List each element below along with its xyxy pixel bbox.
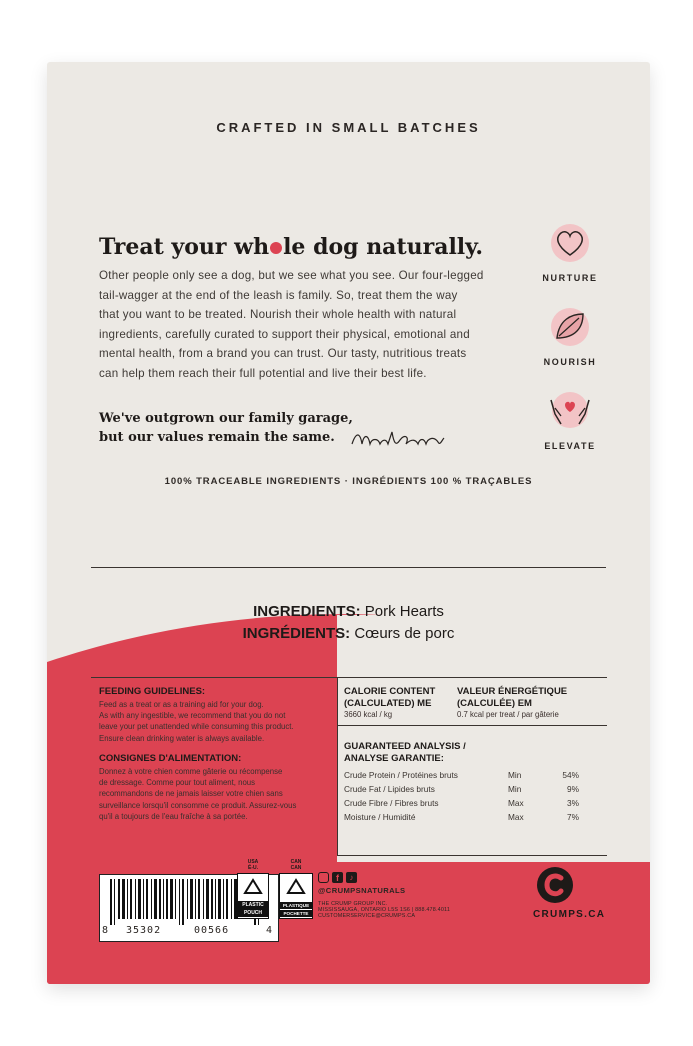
recycle-badge-can bbox=[279, 859, 313, 919]
calorie-fr-title-1: VALEUR ÉNERGÉTIQUE bbox=[457, 686, 568, 697]
feeding-fr-text bbox=[99, 766, 333, 823]
traceable-tagline: 100% TRACEABLE INGREDIENTS · INGRÉDIENTS 100 % TRAÇABLES bbox=[164, 476, 533, 487]
values-statement bbox=[99, 409, 353, 447]
headline bbox=[99, 234, 483, 260]
intro-line: that you want to be treated. Nourish their whole health with natural bbox=[99, 308, 457, 322]
values-line-2: but our values remain the same. bbox=[99, 430, 335, 445]
headline-part-1: Treat your wh bbox=[99, 234, 270, 260]
feeding-fr-line: recommandons de ne jamais laisser votre chien sans bbox=[99, 789, 283, 799]
feeding-line: As with any ingestible, we recommend that you do not bbox=[99, 710, 286, 720]
recycle-can-sub: CAN bbox=[290, 865, 302, 871]
analysis-row bbox=[344, 784, 604, 798]
social-icons bbox=[318, 872, 508, 883]
analysis-row-value: 3% bbox=[567, 798, 579, 808]
feeding-fr-line: Donnez à votre chien comme gâterie ou récompense bbox=[99, 766, 283, 776]
panel-bottom-rule bbox=[337, 855, 607, 856]
feeding-text bbox=[99, 699, 333, 745]
calorie-fr bbox=[457, 686, 607, 720]
panel-top-rule bbox=[91, 677, 607, 678]
analysis-title-1: GUARANTEED ANALYSIS / bbox=[344, 741, 466, 752]
heart-icon bbox=[549, 222, 591, 264]
feeding-line: Feed as a treat or as a training aid for your dog. bbox=[99, 699, 264, 709]
panel-mid-rule bbox=[337, 725, 607, 726]
recycle-badge-usa bbox=[237, 859, 269, 919]
recycle-icon bbox=[242, 878, 264, 896]
leaf-icon bbox=[549, 306, 591, 348]
feeding-fr-line: de dressage. Comme pour tout aliment, nous bbox=[99, 778, 256, 788]
social-block bbox=[318, 872, 508, 919]
analysis-row-label: Crude Fat / Lipides bruts bbox=[344, 784, 435, 794]
headline-part-2: le dog naturally. bbox=[283, 234, 484, 260]
intro-line: ingredients, carefully curated to support their physical, emotional and bbox=[99, 327, 470, 341]
company-email: CUSTOMERSERVICE@CRUMPS.CA bbox=[318, 913, 416, 919]
crumps-logo-icon bbox=[536, 866, 574, 904]
intro-paragraph bbox=[99, 266, 507, 384]
feeding-fr-title: CONSIGNES D'ALIMENTATION: bbox=[99, 753, 242, 765]
analysis-row-label: Crude Protein / Protéines bruts bbox=[344, 770, 458, 780]
analysis-row bbox=[344, 812, 604, 826]
analysis-row-qual: Min bbox=[508, 784, 522, 794]
recycle-usa-box bbox=[237, 873, 269, 919]
analysis-row bbox=[344, 798, 604, 812]
feeding-title: FEEDING GUIDELINES: bbox=[99, 686, 206, 697]
headline-dot-o bbox=[270, 242, 282, 254]
calorie-en bbox=[344, 686, 454, 720]
nourish-badge bbox=[531, 306, 609, 367]
calorie-fr-title-2: (CALCULÉE) EM bbox=[457, 697, 532, 709]
analysis-row-value: 54% bbox=[562, 770, 579, 780]
calorie-en-title-2: (CALCULATED) ME bbox=[344, 697, 432, 709]
analysis-row-qual: Max bbox=[508, 798, 524, 808]
signature bbox=[350, 426, 446, 456]
instagram-icon[interactable] bbox=[318, 872, 329, 883]
feeding-fr-line: surveillance lorsqu'il consomme ce produit. Assurez-vous bbox=[99, 800, 297, 810]
barcode-digits-2: 35302 bbox=[126, 925, 162, 936]
analysis-row-qual: Max bbox=[508, 812, 524, 822]
analysis-row-value: 9% bbox=[567, 784, 579, 794]
elevate-badge bbox=[531, 390, 609, 451]
ingredients-fr-value: Cœurs de porc bbox=[350, 625, 455, 642]
facebook-icon[interactable]: f bbox=[332, 872, 343, 883]
product-bag bbox=[47, 62, 650, 984]
guaranteed-analysis bbox=[344, 741, 604, 826]
recycle-can-top: CAN bbox=[290, 859, 302, 865]
recycle-can-box bbox=[279, 873, 313, 919]
intro-line: can help them reach their full potential and live their best life. bbox=[99, 366, 427, 380]
red-background-shape bbox=[47, 62, 650, 984]
barcode-digit-1: 8 bbox=[102, 925, 109, 936]
nurture-label: NURTURE bbox=[542, 273, 598, 283]
ingredients-en-label: INGREDIENTS: bbox=[253, 603, 361, 620]
recycle-usa-line1: PLASTIC bbox=[238, 901, 268, 909]
intro-line: mental health, from a brand you can trust. Our tasty, nutritious treats bbox=[99, 347, 467, 361]
tiktok-icon[interactable]: ♪ bbox=[346, 872, 357, 883]
feeding-fr-line: qu'il a toujours de l'eau fraîche à sa portée. bbox=[99, 812, 248, 822]
barcode-digit-4: 4 bbox=[266, 925, 273, 936]
elevate-label: ELEVATE bbox=[544, 441, 596, 451]
feeding-guidelines bbox=[99, 686, 333, 823]
feeding-line: Ensure clean drinking water is always available. bbox=[99, 733, 265, 743]
ingredients-en-value: Pork Hearts bbox=[360, 603, 444, 620]
analysis-row-qual: Min bbox=[508, 770, 522, 780]
social-handle: @CRUMPSNATURALS bbox=[318, 886, 406, 895]
values-line-1: We've outgrown our family garage, bbox=[99, 411, 353, 426]
recycle-usa-sub: É-U. bbox=[248, 865, 258, 871]
company-address: MISSISSAUGA, ONTARIO L5S 1S6 | 888.478.4011 bbox=[318, 907, 451, 913]
analysis-row-label: Moisture / Humidité bbox=[344, 812, 416, 822]
company-name: THE CRUMP GROUP INC. bbox=[318, 901, 388, 907]
recycle-usa-top: USA bbox=[247, 859, 259, 865]
feeding-line: leave your pet unattended while consuming this product. bbox=[99, 722, 294, 732]
nurture-badge bbox=[531, 222, 609, 283]
calorie-en-value: 3660 kcal / kg bbox=[344, 710, 393, 719]
recycle-can-line1: PLASTIQUE bbox=[280, 902, 312, 909]
ingredients-en bbox=[47, 603, 650, 620]
analysis-row-label: Crude Fibre / Fibres bruts bbox=[344, 798, 439, 808]
analysis-title-2: ANALYSE GARANTIE: bbox=[344, 752, 444, 764]
barcode-digits-3: 00566 bbox=[194, 925, 230, 936]
hands-heart-icon bbox=[547, 390, 593, 432]
signature-scribble bbox=[350, 426, 446, 452]
brand-url: CRUMPS.CA bbox=[533, 909, 606, 920]
section-divider bbox=[91, 567, 606, 568]
intro-line: Other people only see a dog, but we see what you see. Our four-legged bbox=[99, 269, 484, 282]
intro-line: tail-wagger at the end of the leash is family. So, treat them the way bbox=[99, 288, 458, 302]
ingredients-fr bbox=[47, 625, 650, 642]
crafted-tagline: CRAFTED IN SMALL BATCHES bbox=[216, 120, 481, 135]
analysis-row-value: 7% bbox=[567, 812, 579, 822]
nourish-label: NOURISH bbox=[543, 357, 597, 367]
calorie-fr-value: 0.7 kcal per treat / par gâterie bbox=[457, 710, 559, 719]
ingredients-fr-label: INGRÉDIENTS: bbox=[242, 625, 351, 642]
recycle-can-line2: POCHETTE bbox=[280, 910, 312, 917]
recycle-icon bbox=[285, 878, 307, 896]
analysis-table bbox=[344, 770, 604, 826]
recycle-usa-line2: POUCH bbox=[238, 909, 268, 917]
calorie-en-title-1: CALORIE CONTENT bbox=[344, 686, 436, 697]
panel-vertical-rule bbox=[337, 677, 338, 855]
analysis-row bbox=[344, 770, 604, 784]
